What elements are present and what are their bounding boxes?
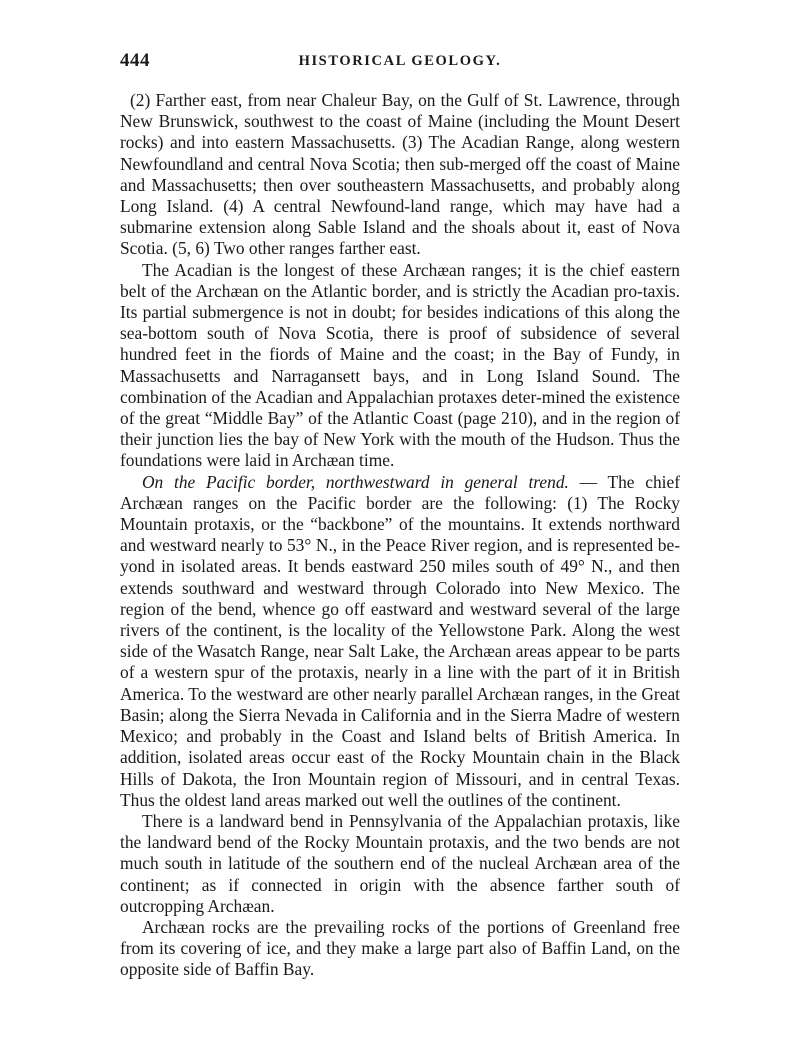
page-number: 444 [120, 50, 150, 71]
paragraph-3-italic-heading: On the Pacific border, northwestward in general trend. [142, 471, 569, 492]
paragraph-4: There is a landward bend in Pennsylvania of the Appalachian protaxis, like the landward bend of the Rocky Mountain protaxis, and the two bends are not much south in latitude of the southern end of the nucleal Archæan area of the continent; as if connected in origin with the absence farther south of outcropping Archæan. [120, 810, 680, 916]
paragraph-3-text: — The chief Archæan ranges on the Pacific border are the following: (1) The Rocky Mountain protaxis, or the “backbone” of the mountains. It extends northward and westward nearly to 53° N., in the Peace River region, and is represented be-yond in isolated areas. It bends eastward 250 miles south of 49° N., and then extends southward and westward through Colorado into New Mexico. The region of the bend, whence go off eastward and westward several of the large rivers of the continent, is the locality of the Yellowstone Park. Along the west side of the Wasatch Range, near Salt Lake, the Archæan areas appear to be parts of a western spur of the protaxis, nearly in a line with the part of it in British America. To the westward are other nearly parallel Archæan ranges, in the Great Basin; along the Sierra Nevada in California and in the Sierra Madre of western Mexico; and probably in the Coast and Island belts of British America. In addition, isolated areas occur east of the Rocky Mountain chain in the Black Hills of Dakota, the Iron Mountain region of Missouri, and in central Texas. Thus the oldest land areas marked out well the outlines of the continent. [120, 471, 680, 810]
running-head: HISTORICAL GEOLOGY. [298, 53, 502, 69]
paragraph-1: (2) Farther east, from near Chaleur Bay, on the Gulf of St. Lawrence, through New Brunswick, southwest to the coast of Maine (including the Mount Desert rocks) and into eastern Massachusetts. (3) The Acadian Range, along western Newfoundland and central Nova Scotia; then sub-merged off the coast of Maine and Massachusetts; then over southeastern Massachusetts, and probably along Long Island. (4) A central Newfound-land range, which may have had a submarine extension along Sable Island and the shoals about it, east of Nova Scotia. (5, 6) Two other ranges farther east. [120, 90, 680, 259]
body-text [120, 90, 680, 981]
paragraph-5: Archæan rocks are the prevailing rocks of the portions of Greenland free from its covering of ice, and they make a large part also of Baffin Land, on the opposite side of Baffin Bay. [120, 916, 680, 980]
page-header [120, 50, 680, 76]
paragraph-3 [120, 472, 680, 811]
paragraph-2: The Acadian is the longest of these Archæan ranges; it is the chief eastern belt of the Archæan on the Atlantic border, and is strictly the Acadian pro-taxis. Its partial submergence is not in doubt; for besides indications of this along the sea-bottom south of Nova Scotia, there is proof of subsidence of several hundred feet in the fiords of Maine and the coast; in the Bay of Fundy, in Massachusetts and Narragansett bays, and in Long Island Sound. The combination of the Acadian and Appalachian protaxes deter-mined the existence of the great “Middle Bay” of the Atlantic Coast (page 210), and in the region of their junction lies the bay of New York with the mouth of the Hudson. Thus the foundations were laid in Archæan time. [120, 259, 680, 471]
